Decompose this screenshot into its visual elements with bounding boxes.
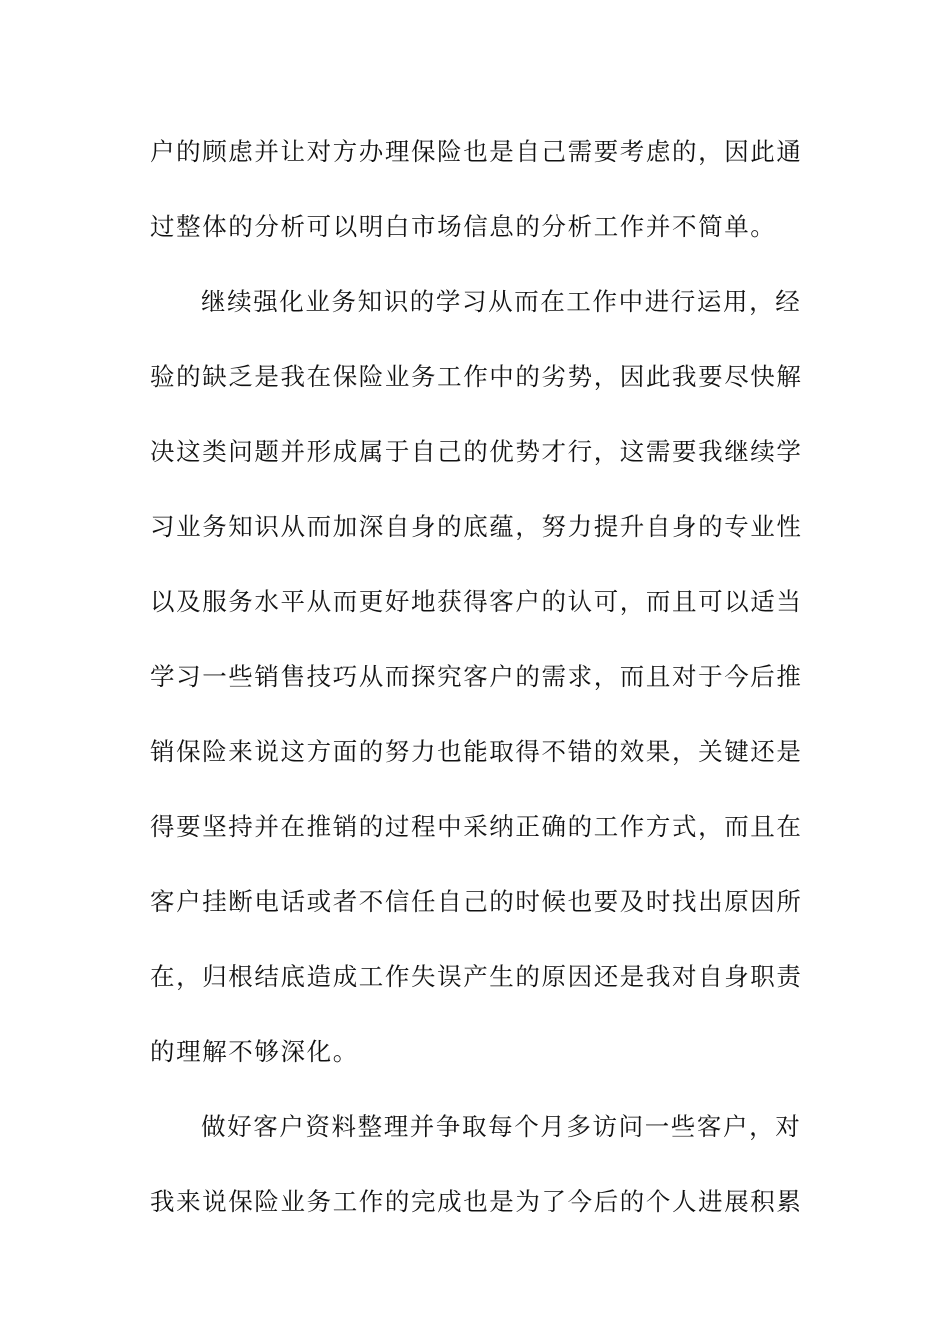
text-line: 得要坚持并在推销的过程中采纳正确的工作方式，而且在	[150, 812, 803, 841]
text-line: 继续强化业务知识的学习从而在工作中进行运用，经	[201, 287, 802, 316]
text-line: 在，归根结底造成工作失误产生的原因还是我对自身职责	[150, 962, 803, 991]
text-line: 验的缺乏是我在保险业务工作中的劣势，因此我要尽快解	[150, 362, 803, 391]
document-body	[150, 114, 803, 1239]
text-line: 决这类问题并形成属于自己的优势才行，这需要我继续学	[150, 437, 803, 466]
text-line: 我来说保险业务工作的完成也是为了今后的个人进展积累	[150, 1187, 803, 1216]
text-line: 以及服务水平从而更好地获得客户的认可，而且可以适当	[150, 587, 803, 616]
text-line: 的理解不够深化。	[150, 1037, 359, 1066]
text-line: 户的顾虑并让对方办理保险也是自己需要考虑的，因此通	[150, 137, 803, 166]
text-line: 过整体的分析可以明白市场信息的分析工作并不简单。	[150, 212, 777, 241]
text-line: 习业务知识从而加深自身的底蕴，努力提升自身的专业性	[150, 512, 803, 541]
text-line: 学习一些销售技巧从而探究客户的需求，而且对于今后推	[150, 662, 803, 691]
paragraph-3	[150, 1089, 803, 1239]
paragraph-1	[150, 114, 803, 264]
paragraph-2	[150, 264, 803, 1089]
text-line: 客户挂断电话或者不信任自己的时候也要及时找出原因所	[150, 887, 803, 916]
text-line: 销保险来说这方面的努力也能取得不错的效果，关键还是	[150, 737, 803, 766]
text-line: 做好客户资料整理并争取每个月多访问一些客户，对	[201, 1112, 802, 1141]
